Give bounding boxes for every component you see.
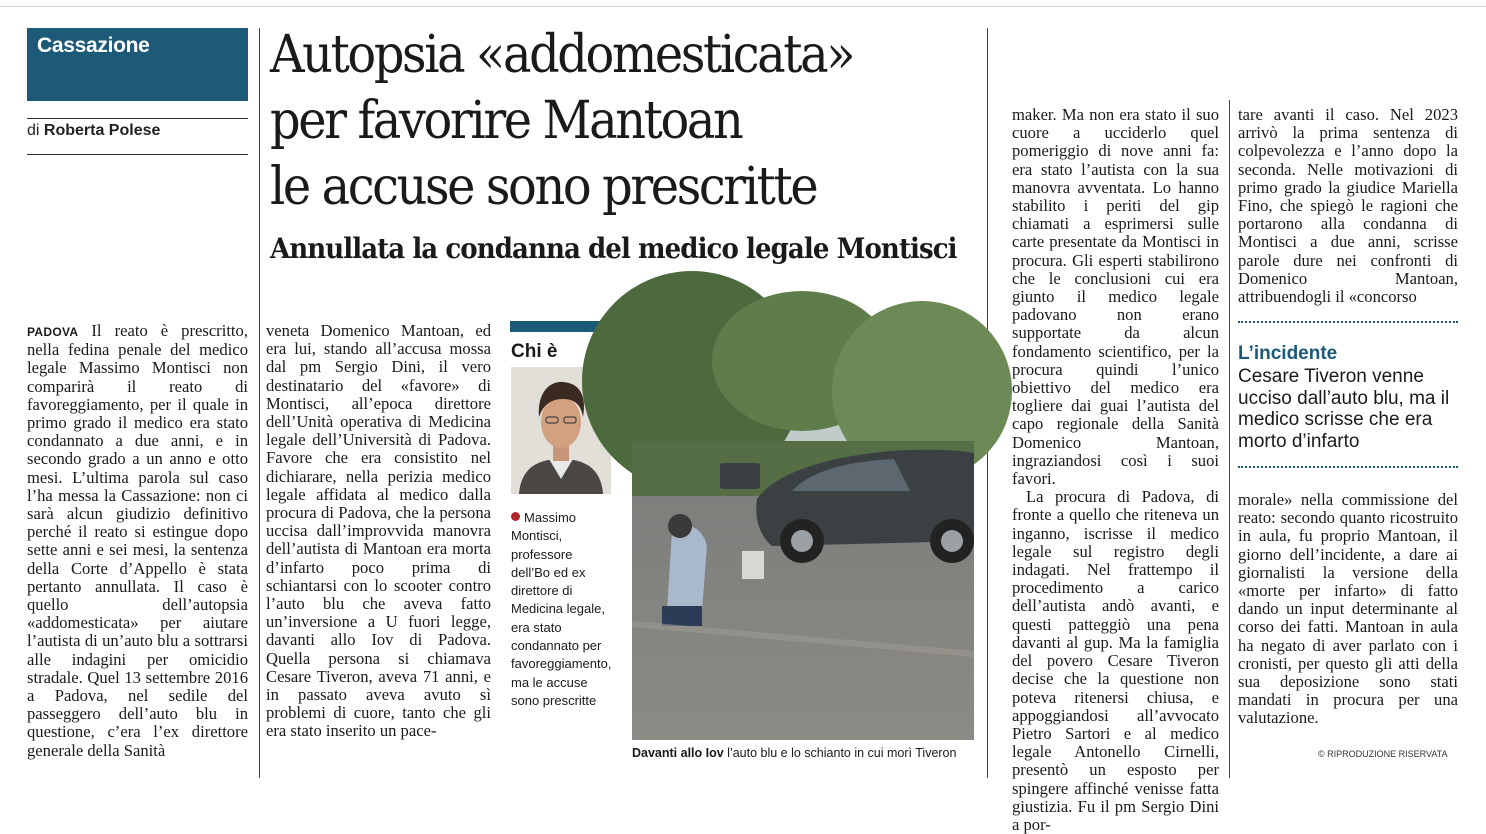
- pullquote-text: Cesare Tiveron venne ucciso dall’auto blu, ma il medico scrisse che era morto d’infarto: [1238, 366, 1450, 452]
- byline-rule-top: [27, 118, 248, 119]
- subheadline: Annullata la condanna del medico legale Montisci: [270, 232, 957, 265]
- top-rule: [0, 6, 1486, 7]
- chi-e-description: Massimo Montisci, professore dell’Bo ed ex direttore di Medicina legale, era stato condannato per favoreggiamento, ma le accuse sono prescritte: [511, 510, 612, 708]
- byline: [27, 122, 160, 140]
- column-divider-left: [259, 28, 260, 778]
- byline-rule-bottom: [27, 154, 248, 155]
- headline: [270, 22, 923, 220]
- byline-author: Roberta Polese: [43, 122, 161, 139]
- column-1-text: Il reato è prescritto, nella fedina penale del medico legale Massimo Montisci non comparirà il reato di favoreggiamento, per il quale in primo grado il medico era stato condannato a due anni, e in secondo grado a un anno e otto mesi. L’ultima parola sul caso l’ha messa la Cassazione: non ci sarà alcun giudizio definitivo perché il reato si estingue dopo sette anni e sei mesi, la sentenza della Corte d’Appello è stata pertanto annullata. Il caso è quello dell’autopsia «addomesticata» per aiutare l’autista di un’auto blu a sottrarsi alle indagini per omicidio stradale. Quel 13 settembre 2016 a Padova, nel sedile del passeggero dell’auto blu in questione, c’era l’ex direttore generale della Sanità: [27, 321, 248, 760]
- article-column-2: [266, 322, 491, 741]
- pullquote-title: L’incidente: [1238, 343, 1338, 364]
- column-5-text-a: tare avanti il caso. Nel 2023 arrivò la prima sentenza di colpevolezza e l’anno dopo la seconda. Nelle motivazioni di primo grado la giudice Mariella Fino, che spiegò le ragioni che portarono alla condanna di Montisci a due anni, scrisse parole dure nei confronti di Domenico Mantoan, attribuendogli il «concorso: [1238, 105, 1458, 307]
- accident-photo: [632, 321, 974, 740]
- photo-caption: [632, 746, 982, 760]
- article-column-4: [1012, 106, 1219, 834]
- headline-line-1: Autopsia «addomesticata»: [270, 25, 854, 85]
- column-divider-col5: [1229, 100, 1230, 778]
- caption-text: l’auto blu e lo schianto in cui morì Tiveron: [723, 746, 957, 760]
- chi-e-text: [511, 509, 611, 710]
- column-4-text-a: maker. Ma non era stato il suo cuore a ucciderlo quel pomeriggio di nove anni fa: era stato l’autista con la sua manovra avventata. Lo hanno stabilito i periti del gip chiamati a esprimersi sulle carte presentate da Montisci in procura. Gli esperti stabilirono che le conclusioni cui era giunto il medico legale padovano non erano supportate da alcun fondamento scientifico, per la procura quindi l’unico obiettivo del medico era togliere dai guai l’autista del capo regionale della Sanità Domenico Mantoan, ingraziandosi così i suoi favori.: [1012, 105, 1219, 489]
- article-column-1: [27, 322, 248, 760]
- copyright-notice: © RIPRODUZIONE RISERVATA: [1318, 749, 1448, 759]
- caption-bold: Davanti allo Iov: [632, 746, 724, 760]
- headline-line-2: per favorire Mantoan: [270, 91, 742, 151]
- article-column-5-bottom: [1238, 491, 1458, 728]
- column-4-text-b: La procura di Padova, di fronte a quello che riteneva un inganno, iscrisse il medico legale sul registro degli indagati. Nel frattempo il procedimento a carico dell’autista andò avanti, e questi patteggiò una pena davanti al gup. Ma la famiglia del povero Cesare Tiveron decise che la questione non poteva ritenersi chiusa, e appoggiandosi all’avvocato Pietro Sartori e al medico legale Antonello Cirnelli, presentò un esposto per spingere affinché venisse fatta giustizia. Fu il pm Sergio Dini a por-: [1012, 487, 1219, 834]
- headline-line-3: le accuse sono prescritte: [270, 157, 817, 217]
- article-column-5-top: [1238, 106, 1458, 306]
- column-2-text: veneta Domenico Mantoan, ed era lui, stando all’accusa mossa dal pm Sergio Dini, il vero destinatario del «favore» di Montisci, all’epoca direttore dell’Unità operativa di Medicina legale dell’Università di Padova. Favore che era consistito nel dichiarare, nella perizia medico legale affidata al medico dalla procura di Padova, che la persona uccisa dall’improvvida manovra dell’autista di Mantoan era morta d’infarto poco prima di schiantarsi con lo scooter contro l’auto blu che aveva fatto un’inversione a U fuori legge, davanti allo Iov di Padova. Quella persona si chiamava Cesare Tiveron, aveva 71 anni, e in passato aveva avuto sì problemi di cuore, tanto che gli era stato inserito un pace-: [266, 321, 491, 741]
- byline-prefix: di: [27, 122, 40, 139]
- column-5-text-b: morale» nella commissione del reato: secondo quanto ricostruito in aula, fu proprio Mantoan, il giorno dell’incidente, a dare ai giornalisti la versione della «morte per infarto» di fatto dando un input determinante al corso dei fatti. Mantoan in aula ha negato di aver parlato con i cronisti, per questo gli atti della sua deposizione sono stati mandati in procura per una valutazione.: [1238, 490, 1458, 728]
- section-label-box: [27, 28, 248, 101]
- section-label: Cassazione: [37, 34, 150, 57]
- dateline: PADOVA: [27, 325, 79, 339]
- pullquote-rule-bottom: [1238, 466, 1458, 468]
- pullquote-rule-top: [1238, 321, 1458, 323]
- chi-e-title: Chi è: [511, 341, 558, 362]
- bullet-dot-icon: [511, 512, 520, 521]
